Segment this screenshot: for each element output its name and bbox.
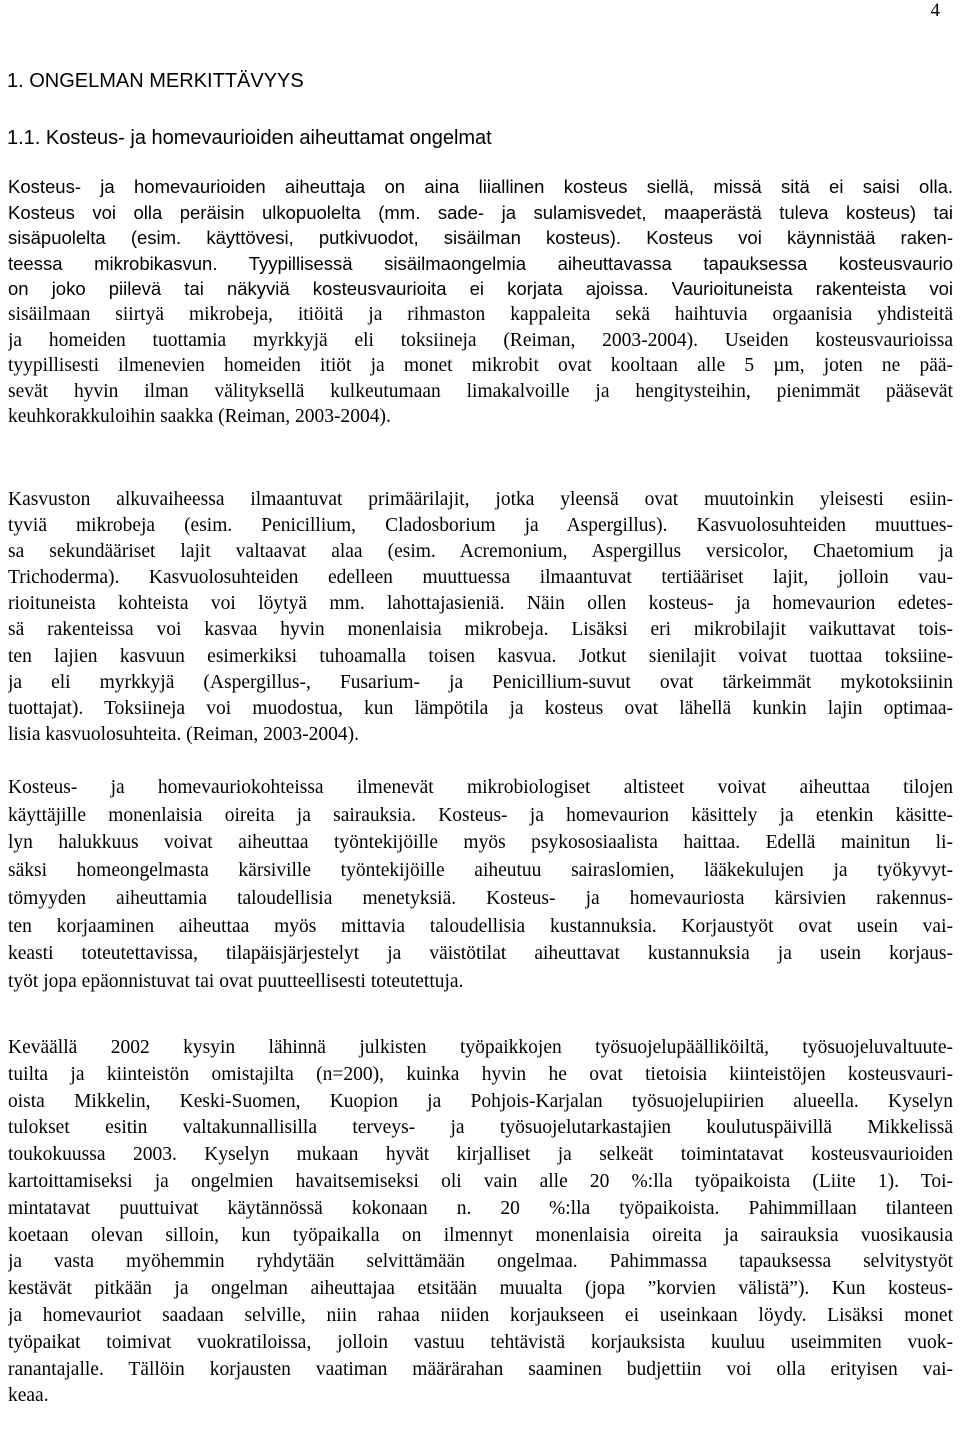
text-line: tömyyden aiheuttamia taloudellisia menetyksiä. Kosteus- ja homevauriosta kärsivien rakennus-: [8, 887, 953, 909]
paragraph-2: [8, 487, 953, 748]
text-line: työpaikat toimivat vuokratiloissa, jolloin vastuu tehtävistä korjauksista kuuluu useimmiten vuok-: [8, 1331, 953, 1353]
paragraph-1: [8, 174, 953, 430]
paragraph-4: [8, 1035, 953, 1410]
text-line: käyttäjille monenlaisia oireita ja sairauksia. Kosteus- ja homevaurion käsittely ja etenkin käsitte-: [8, 804, 953, 826]
text-line: tulokset esitin valtakunnallisilla terveys- ja työsuojelutarkastajien koulutuspäivillä Mikkelissä: [8, 1117, 953, 1139]
text-line: tyypillisesti ilmenevien homeiden itiöt ja monet mikrobit ovat kooltaan alle 5 µm, joten ne pää-: [8, 355, 953, 377]
text-line: keuhkorakkuloihin saakka (Reiman, 2003-2004).: [8, 406, 391, 428]
chapter-heading: 1. ONGELMAN MERKITTÄVYYS: [7, 70, 304, 92]
text-line: teessa mikrobikasvun. Tyypillisessä sisäilmaongelmia aiheuttavassa tapauksessa kosteusvaurio: [8, 252, 953, 274]
text-line: sevät hyvin ilman välityksellä kulkeutumaan limakalvoille ja hengitysteihin, pienimmät pääsevät: [8, 380, 953, 402]
text-line: koetaan olevan silloin, kun työpaikalla on ilmennyt monenlaisia oireita ja sairauksia vuosikausia: [8, 1224, 953, 1246]
text-line: sä rakenteissa voi kasvaa hyvin monenlaisia mikrobeja. Lisäksi eri mikrobilajit vaikuttavat tois-: [8, 619, 953, 641]
text-line: ja eli myrkkyjä (Aspergillus-, Fusarium- ja Penicillium-suvut ovat tärkeimmät mykotoksiinin: [8, 671, 953, 693]
text-line: Kosteus- ja homevauriokohteissa ilmenevät mikrobiologiset altisteet voivat aiheuttaa tilojen: [8, 777, 953, 798]
page-number: 4: [930, 0, 940, 21]
text-line: sisäpuolelta (esim. käyttövesi, putkivuodot, sisäilman kosteus). Kosteus voi käynnistää raken-: [8, 227, 953, 249]
text-line: Kasvuston alkuvaiheessa ilmaantuvat primäärilajit, jotka yleensä ovat muutoinkin yleisesti esiin-: [8, 489, 953, 510]
text-line: ranantajalle. Tällöin korjausten vaatiman määrärahan saaminen budjettiin voi olla erityisen vai-: [8, 1358, 953, 1380]
section-heading: 1.1. Kosteus- ja homevaurioiden aiheuttamat ongelmat: [7, 127, 492, 149]
text-line: tuilta ja kiinteistön omistajilta (n=200), kuinka hyvin he ovat tietoisia kiinteistöjen kosteusvauri-: [8, 1063, 953, 1085]
text-line: tuottajat). Toksiineja voi muodostua, kun lämpötila ja kosteus ovat lähellä kunkin lajin optimaa-: [8, 697, 953, 719]
text-line: oista Mikkelin, Keski-Suomen, Kuopion ja Pohjois-Karjalan työsuojelupiirien alueella. Kyselyn: [8, 1090, 953, 1112]
text-line: Kosteus- ja homevaurioiden aiheuttaja on aina liiallinen kosteus siellä, missä sitä ei saisi olla.: [8, 176, 953, 197]
text-line: lisia kasvuolosuhteita. (Reiman, 2003-2004).: [8, 723, 359, 745]
text-line: toukokuussa 2003. Kyselyn mukaan hyvät kirjalliset ja selkeät toimintatavat kosteusvaurioiden: [8, 1144, 953, 1166]
text-line: kartoittamiseksi ja ongelmien havaitsemiseksi oli vain alle 20 %:lla työpaikoista (Liite 1). Toi-: [8, 1170, 953, 1192]
text-line: ja vasta myöhemmin ryhdytään selvittämään ongelmaa. Pahimmassa tapauksessa selvitystyöt: [8, 1251, 953, 1273]
text-line: kestävät pitkään ja ongelman aiheuttajaa etsitään muualta (jopa ”korvien välistä”). Kun kosteus-: [8, 1278, 953, 1300]
text-line: sisäilmaan siirtyä mikrobeja, itiöitä ja rihmaston kappaleita sekä haihtuvia orgaanisia yhdisteitä: [8, 303, 953, 325]
text-line: ja homeiden tuottamia myrkkyjä eli toksiineja (Reiman, 2003-2004). Useiden kosteusvaurioissa: [8, 329, 953, 351]
text-line: keaa.: [8, 1385, 49, 1407]
text-line: lyn halukkuus voivat aiheuttaa työntekijöille myös psykososiaalista haittaa. Edellä mainitun li-: [8, 832, 953, 854]
text-line: ten korjaaminen aiheuttaa myös mittavia taloudellisia kustannuksia. Korjaustyöt ovat usein vai-: [8, 915, 953, 937]
text-line: tyviä mikrobeja (esim. Penicillium, Cladosborium ja Aspergillus). Kasvuolosuhteiden muuttues-: [8, 515, 953, 537]
text-line: keasti toteutettavissa, tilapäisjärjestelyt ja väistötilat aiheuttavat kustannuksia ja usein korjaus-: [8, 943, 953, 965]
text-line: sa sekundääriset lajit valtaavat alaa (esim. Acremonium, Aspergillus versicolor, Chaetomium ja: [8, 541, 953, 563]
text-line: ten lajien kasvuun esimerkiksi tuhoamalla toisen kasvua. Jotkut sienilajit voivat tuottaa toksiine-: [8, 645, 953, 667]
text-line: Keväällä 2002 kysyin lähinnä julkisten työpaikkojen työsuojelupäälliköiltä, työsuojeluvaltuute-: [8, 1037, 953, 1058]
paragraph-3: [8, 774, 953, 996]
text-line: Trichoderma). Kasvuolosuhteiden edelleen muuttuessa ilmaantuvat tertiääriset lajit, jolloin vau-: [8, 567, 953, 589]
text-line: mintatavat puuttuivat käytännössä kokonaan n. 20 %:lla työpaikoista. Pahimmillaan tilanteen: [8, 1197, 953, 1219]
text-line: Kosteus voi olla peräisin ulkopuolelta (mm. sade- ja sulamisvedet, maaperästä tuleva kosteus) tai: [8, 201, 953, 223]
text-line: työt jopa epäonnistuvat tai ovat puutteellisesti toteutettuja.: [8, 970, 464, 992]
text-line: ja homevauriot saadaan selville, niin rahaa niiden korjaukseen ei useinkaan löydy. Lisäksi monet: [8, 1304, 953, 1326]
text-line: säksi homeongelmasta kärsiville työntekijöille aiheutuu sairaslomien, lääkekulujen ja työkyvyt-: [8, 860, 953, 882]
text-line: on joko piilevä tai näkyviä kosteusvaurioita ei korjata ajoissa. Vaurioituneista rakenteista voi: [8, 278, 953, 300]
text-line: rioituneista kohteista voi löytyä mm. lahottajasieniä. Näin ollen kosteus- ja homevaurion edetes-: [8, 593, 953, 615]
